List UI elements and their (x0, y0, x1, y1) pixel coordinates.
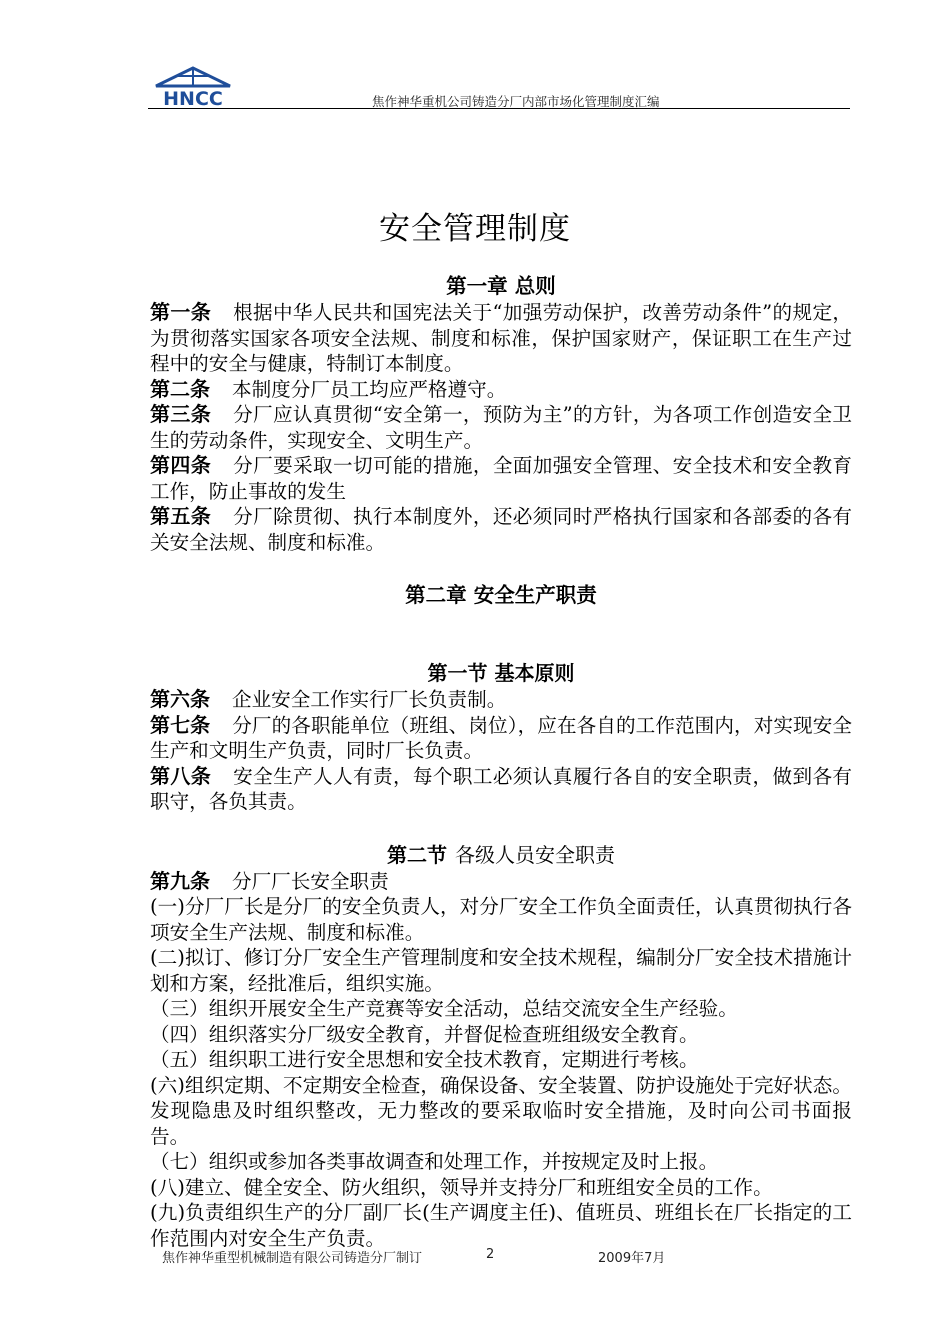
svg-text:HNCC: HNCC (163, 88, 223, 108)
article-text: 分厂除贯彻、执行本制度外，还必须同时严格执行国家和各部委的各有关安全法规、制度和标准。 (150, 505, 853, 554)
article-number: 第六条 (150, 687, 210, 711)
hncc-logo (148, 66, 238, 108)
list-item: （七）组织或参加各类事故调查和处理工作，并按规定及时上报。 (150, 1150, 719, 1173)
article-text: 分厂应认真贯彻“安全第一，预防为主”的方针，为各项工作创造安全卫生的劳动条件，实现安全、文明生产。 (150, 403, 852, 452)
article (150, 869, 852, 895)
list-item: (二)拟订、修订分厂安全生产管理制度和安全技术规程，编制分厂安全技术措施计划和方案，经批准后，组织实施。 (150, 946, 852, 995)
article-text: 分厂厂长安全职责 (232, 869, 389, 893)
document-title: 安全管理制度 (379, 211, 571, 247)
header-divider (148, 108, 850, 109)
section-title: 各级人员安全职责 (455, 842, 615, 867)
footer-page-number: 2 (486, 1247, 495, 1262)
article-number: 第七条 (150, 712, 211, 737)
article-number: 第二条 (150, 376, 210, 401)
chapter-heading: 第一章 总则 (446, 274, 556, 298)
article-number: 第八条 (150, 763, 212, 788)
list-item: (九)负责组织生产的分厂副厂长(生产调度主任)、值班员、班组长在厂长指定的工作范围内对安全生产负责。 (150, 1201, 852, 1250)
article-number: 第五条 (150, 504, 212, 528)
article-text: 企业安全工作实行厂长负责制。 (232, 688, 507, 711)
list-item: （四）组织落实分厂级安全教育，并督促检查班组级安全教育。 (150, 1022, 699, 1046)
article-text: 安全生产人人有责，每个职工必须认真履行各自的安全职责，做到各有职守，各负其责。 (150, 764, 853, 813)
article (150, 713, 852, 764)
article-number: 第四条 (150, 453, 212, 477)
list-item: (六)组织定期、不定期安全检查，确保设备、安全装置、防护设施处于完好状态。发现隐患及时组织整改，无力整改的要采取临时安全措施，及时向公司书面报告。 (150, 1073, 852, 1148)
article (150, 687, 852, 713)
article-text: 分厂的各职能单位（班组、岗位），应在各自的工作范围内，对实现安全生产和文明生产负责，同时厂长负责。 (150, 713, 852, 762)
list-item: （五）组织职工进行安全思想和安全技术教育，定期进行考核。 (150, 1048, 699, 1071)
article (150, 402, 852, 453)
article-text: 分厂要采取一切可能的措施，全面加强安全管理、安全技术和安全教育工作，防止事故的发生 (150, 454, 853, 503)
article-number: 第九条 (150, 868, 210, 893)
document-body (150, 272, 852, 1251)
footer-company: 焦作神华重型机械制造有限公司铸造分厂制订 (162, 1251, 423, 1266)
list-item: （三）组织开展安全生产竞赛等安全活动，总结交流安全生产经验。 (150, 997, 738, 1020)
header-title: 焦作神华重机公司铸造分厂内部市场化管理制度汇编 (372, 94, 660, 109)
chapter-heading: 第二章 安全生产职责 (405, 583, 597, 607)
list-item: (一)分厂厂长是分厂的安全负责人，对分厂安全工作负全面责任，认真贯彻执行各项安全生产法规、制度和标准。 (150, 895, 852, 944)
article-number: 第三条 (150, 402, 212, 426)
list-item: (八)建立、健全安全、防火组织，领导并支持分厂和班组安全员的工作。 (150, 1175, 773, 1199)
article (150, 453, 852, 504)
section-heading (150, 841, 852, 869)
article (150, 504, 852, 555)
article-number: 第一条 (150, 300, 212, 324)
section-number: 第二节 (387, 842, 447, 867)
article-text: 本制度分厂员工均应严格遵守。 (232, 377, 507, 401)
article (150, 377, 852, 403)
footer-date: 2009年7月 (598, 1251, 666, 1266)
article (150, 300, 852, 377)
article (150, 764, 852, 815)
section-heading: 第一节 基本原则 (427, 661, 575, 685)
article-text: 根据中华人民共和国宪法关于“加强劳动保护，改善劳动条件”的规定，为贯彻落实国家各项安全法规、制度和标准，保护国家财产，保证职工在生产过程中的安全与健康，特制订本制度。 (150, 301, 852, 375)
